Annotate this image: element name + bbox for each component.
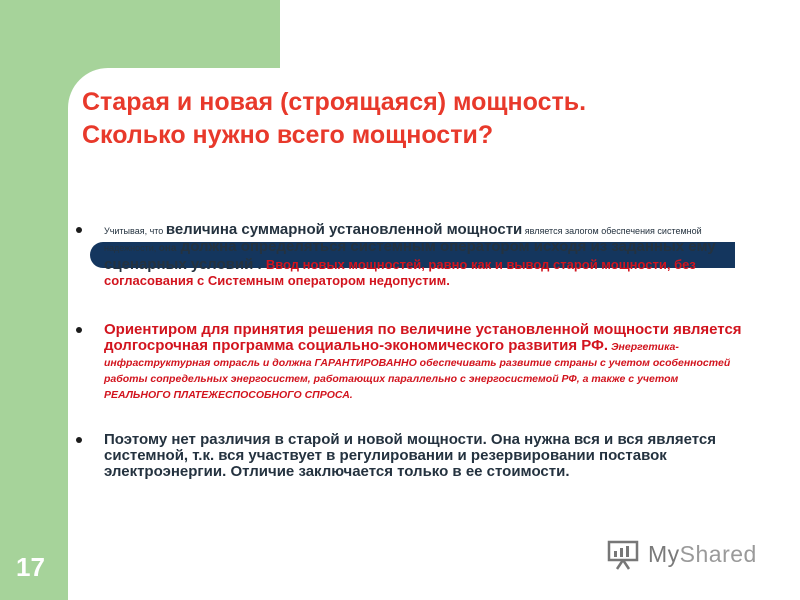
bullet-3-text-b: . [565, 463, 570, 480]
bullet-2 [104, 322, 744, 402]
bullet-1-text-d: она [158, 243, 177, 254]
title-line-1: Старая и новая (строящаяся) мощность. [82, 88, 587, 116]
bullet-2-text-a: Ориентиром для принятия решения по величине установленной мощности является долгосрочная программа социально-экономического развития РФ. [104, 321, 742, 354]
myshared-watermark [606, 536, 757, 572]
watermark-text: MyShared [648, 540, 757, 567]
bullet-2-text-b: Энергетика- инфраструктурная отрасль и должна ГАРАНТИРОВАННО обеспечивать развитие страны с учетом особенностей работы сопредельных энергосистем, работающих параллельно с энергосистемой РФ, а также с учетом РЕАЛЬНОГО ПЛАТЕЖЕСПОСОБНОГО СПРОСА. [104, 341, 731, 401]
title-line-2: Сколько нужно всего мощности? [82, 121, 494, 149]
presentation-board-icon [606, 537, 640, 571]
bullet-dot-icon [76, 437, 82, 443]
bullet-1-text-c: является залогом обеспечения системной надежности, [104, 226, 702, 253]
bullet-3 [104, 432, 744, 480]
bullet-dot-icon [76, 327, 82, 333]
bullet-1-text-a: Учитывая, что [104, 226, 166, 236]
bullet-1-text-f: Ввод новых мощностей, равно как и вывод старой мощности, без согласования с Системным оператором недопустим. [104, 257, 696, 288]
bullet-1 [104, 222, 744, 289]
bullet-3-text-a: Поэтому нет различия в старой и новой мощности. Она нужна вся и вся является системной, т.к. вся участвует в регулировании и резервировании поставок электроэнергии. Отличие заключается только в ее стоимости [104, 431, 717, 480]
bullet-1-text-e: должна определяться системным оператором исходя из заданных ему сценарных условий . [104, 238, 716, 273]
page-number: 17 [16, 552, 45, 582]
green-side-strip [0, 0, 68, 600]
bullet-1-text-b: величина суммарной установленной мощности [165, 221, 523, 238]
slide-title [82, 86, 772, 152]
bullet-dot-icon [76, 227, 82, 233]
